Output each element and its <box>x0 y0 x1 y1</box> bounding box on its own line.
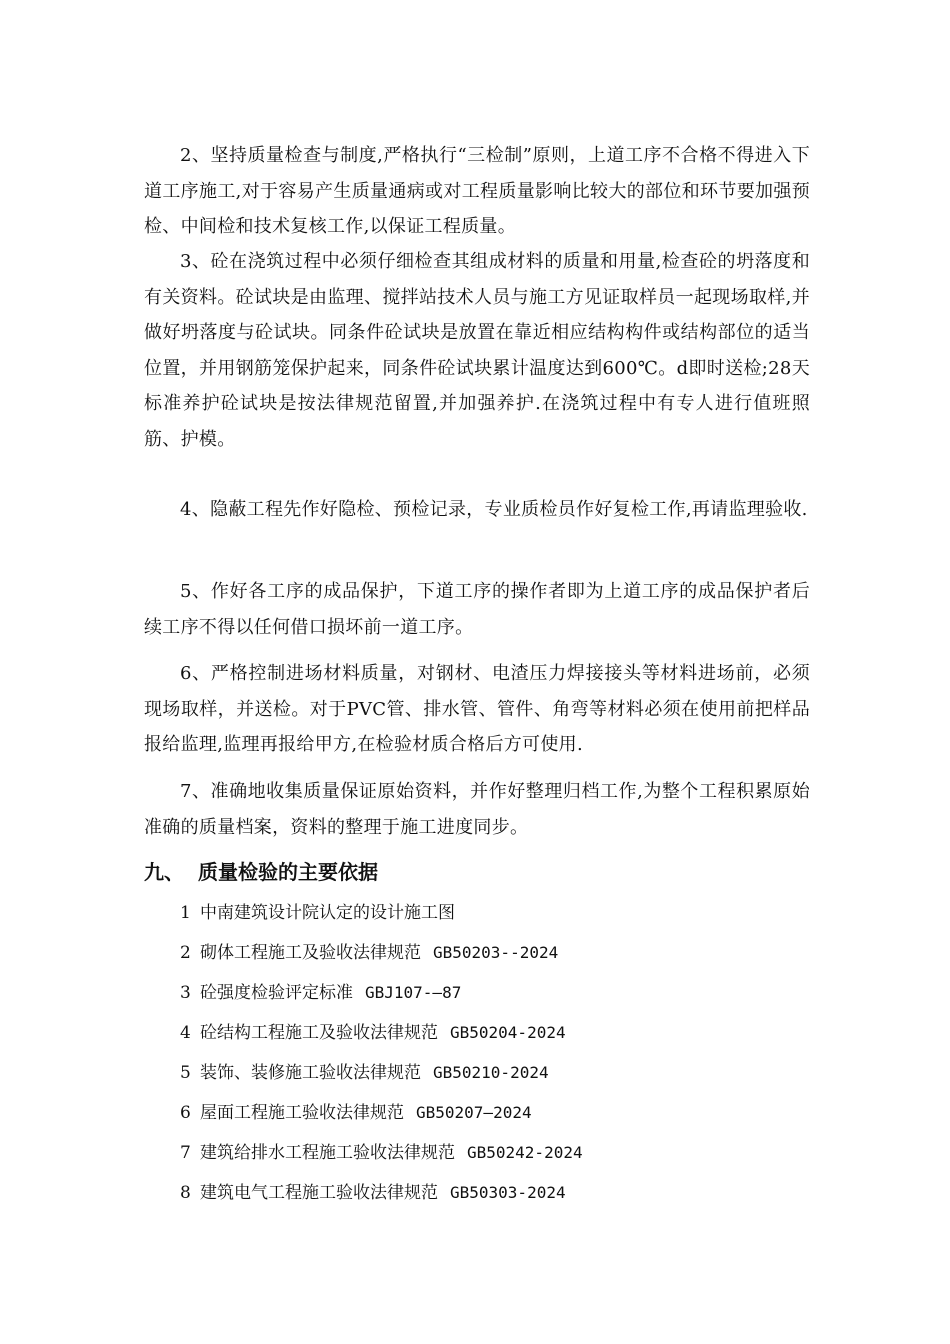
reference-title: 砼强度检验评定标准 <box>200 983 353 1003</box>
list-item <box>180 1133 810 1173</box>
reference-number: 1 <box>180 903 191 923</box>
paragraph-inspection-system: 2、坚持质量检查与制度,严格执行“三检制”原则，上道工序不合格不得进入下道工序施工,对于容易产生质量通病或对工程质量影响比较大的部位和环节要加强预检、中间检和技术复核工作,以保证工程质量。 <box>144 145 810 237</box>
paragraph-quality-records: 7、准确地收集质量保证原始资料，并作好整理归档工作,为整个工程积累原始准确的质量档案，资料的整理于施工进度同步。 <box>144 781 810 838</box>
reference-code: GBJ107-—87 <box>365 983 462 1002</box>
list-item <box>180 1053 810 1093</box>
reference-title: 砼结构工程施工及验收法律规范 <box>200 1023 438 1043</box>
paragraph-material-control: 6、严格控制进场材料质量，对钢材、电渣压力焊接接头等材料进场前，必须现场取样，并送检。对于PVC管、排水管、管件、角弯等材料必须在使用前把样品报给监理,监理再报给甲方,在检验材质合格后方可使用. <box>144 663 810 755</box>
reference-code: GB50204-2024 <box>450 1023 566 1042</box>
list-item <box>180 1093 810 1133</box>
list-item <box>180 893 810 933</box>
reference-title: 中南建筑设计院认定的设计施工图 <box>200 903 455 923</box>
section-heading <box>144 857 810 887</box>
reference-code: GB50303-2024 <box>450 1183 566 1202</box>
reference-code: GB50210-2024 <box>433 1063 549 1082</box>
reference-title: 建筑电气工程施工验收法律规范 <box>200 1183 438 1203</box>
reference-number: 4 <box>180 1023 191 1043</box>
reference-title: 砌体工程施工及验收法律规范 <box>200 943 421 963</box>
paragraph-product-protection: 5、作好各工序的成品保护，下道工序的操作者即为上道工序的成品保护者后续工序不得以任何借口损坏前一道工序。 <box>144 581 810 638</box>
list-item <box>180 1173 810 1213</box>
reference-list <box>180 893 810 1213</box>
reference-title: 建筑给排水工程施工验收法律规范 <box>200 1143 455 1163</box>
reference-code: GB50207—2024 <box>416 1103 532 1122</box>
section-number: 九、 <box>144 860 184 884</box>
reference-title: 屋面工程施工验收法律规范 <box>200 1103 404 1123</box>
list-item <box>180 973 810 1013</box>
reference-number: 3 <box>180 983 191 1003</box>
reference-code: GB50242-2024 <box>467 1143 583 1162</box>
reference-number: 5 <box>180 1063 191 1083</box>
paragraph-concrete-pouring: 3、砼在浇筑过程中必须仔细检查其组成材料的质量和用量,检查砼的坍落度和有关资料。砼试块是由监理、搅拌站技术人员与施工方见证取样员一起现场取样,并做好坍落度与砼试块。同条件砼试块是放置在靠近相应结构构件或结构部位的适当位置，并用钢筋笼保护起来，同条件砼试块累计温度达到600℃。d即时送检;28天标准养护砼试块是按法律规范留置,并加强养护.在浇筑过程中有专人进行值班照筋、护模。 <box>144 251 810 450</box>
reference-number: 7 <box>180 1143 191 1163</box>
paragraph-concealed-work: 4、隐蔽工程先作好隐检、预检记录，专业质检员作好复检工作,再请监理验收. <box>180 499 808 520</box>
reference-code: GB50203--2024 <box>433 943 559 962</box>
list-item <box>180 933 810 973</box>
reference-number: 8 <box>180 1183 191 1203</box>
list-item <box>180 1013 810 1053</box>
section-title: 质量检验的主要依据 <box>198 860 378 884</box>
reference-number: 2 <box>180 943 191 963</box>
reference-title: 装饰、装修施工验收法律规范 <box>200 1063 421 1083</box>
reference-number: 6 <box>180 1103 191 1123</box>
